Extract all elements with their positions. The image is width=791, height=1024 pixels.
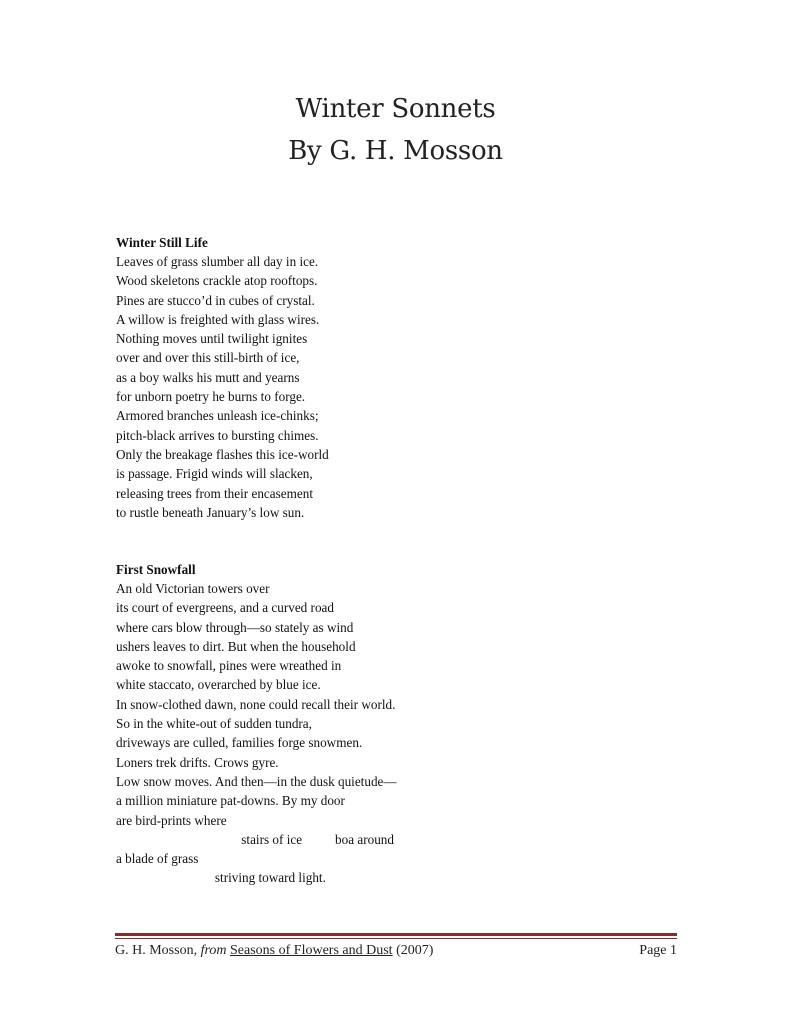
poem-line: An old Victorian towers over	[116, 581, 270, 596]
poem-line: In snow-clothed dawn, none could recall their world.	[116, 696, 396, 712]
poem-line: as a boy walks his mutt and yearns	[116, 369, 300, 385]
poem-line: releasing trees from their encasement	[116, 485, 313, 501]
poem-line: Armored branches unleash ice-chinks;	[116, 408, 319, 424]
poem-line: to rustle beneath January’s low sun.	[116, 504, 305, 520]
document-byline: By G. H. Mosson	[288, 136, 503, 166]
footer-from: from	[200, 943, 227, 958]
poem-title: Winter Still Life	[116, 235, 208, 250]
poem-line: A willow is freighted with glass wires.	[116, 311, 320, 327]
page-number: Page 1	[639, 943, 677, 958]
poem-line: its court of evergreens, and a curved road	[116, 600, 334, 616]
poem-line: So in the white-out of sudden tundra,	[116, 716, 312, 732]
footer-book-title: Seasons of Flowers and Dust	[230, 943, 393, 958]
poem-line: stairs of ice boa around	[116, 831, 394, 847]
poem-line: a blade of grass	[116, 851, 199, 867]
footer-year: (2007)	[392, 943, 434, 958]
poem-line: Only the breakage flashes this ice-world	[116, 446, 329, 462]
poem-title: First Snowfall	[116, 562, 196, 577]
footer-author: G. H. Mosson,	[115, 943, 201, 958]
poem-line: is passage. Frigid winds will slacken,	[116, 466, 313, 482]
poem-line: pitch-black arrives to bursting chimes.	[116, 427, 319, 443]
footer-divider	[115, 933, 677, 936]
poem-line: awoke to snowfall, pines were wreathed in	[116, 658, 342, 674]
poem-line: where cars blow through—so stately as wind	[116, 619, 354, 635]
poem-line: Pines are stucco’d in cubes of crystal.	[116, 292, 315, 308]
poem-line: over and over this still-birth of ice,	[116, 350, 300, 366]
poem-line: Nothing moves until twilight ignites	[116, 331, 308, 347]
poem-line: Leaves of grass slumber all day in ice.	[116, 254, 319, 269]
document-title: Winter Sonnets	[295, 94, 496, 124]
footer-citation	[115, 943, 433, 959]
poem-line: Loners trek drifts. Crows gyre.	[116, 754, 279, 770]
footer-divider-thin	[115, 938, 677, 939]
poem-lines	[116, 252, 329, 522]
poem-line: for unborn poetry he burns to forge.	[116, 389, 306, 405]
poem-line: driveways are culled, families forge snowmen.	[116, 735, 363, 751]
poem-lines	[116, 579, 397, 888]
poem-line: striving toward light.	[116, 870, 326, 886]
poem-first-snowfall	[116, 560, 397, 888]
poem-winter-still-life	[116, 233, 329, 522]
poem-line: Low snow moves. And then—in the dusk quietude—	[116, 773, 397, 789]
poem-line: a million miniature pat-downs. By my door	[116, 793, 345, 809]
poem-line: Wood skeletons crackle atop rooftops.	[116, 273, 318, 289]
poem-line: are bird-prints where	[116, 812, 227, 828]
poem-line: white staccato, overarched by blue ice.	[116, 677, 321, 693]
poem-line: ushers leaves to dirt. But when the household	[116, 638, 356, 654]
